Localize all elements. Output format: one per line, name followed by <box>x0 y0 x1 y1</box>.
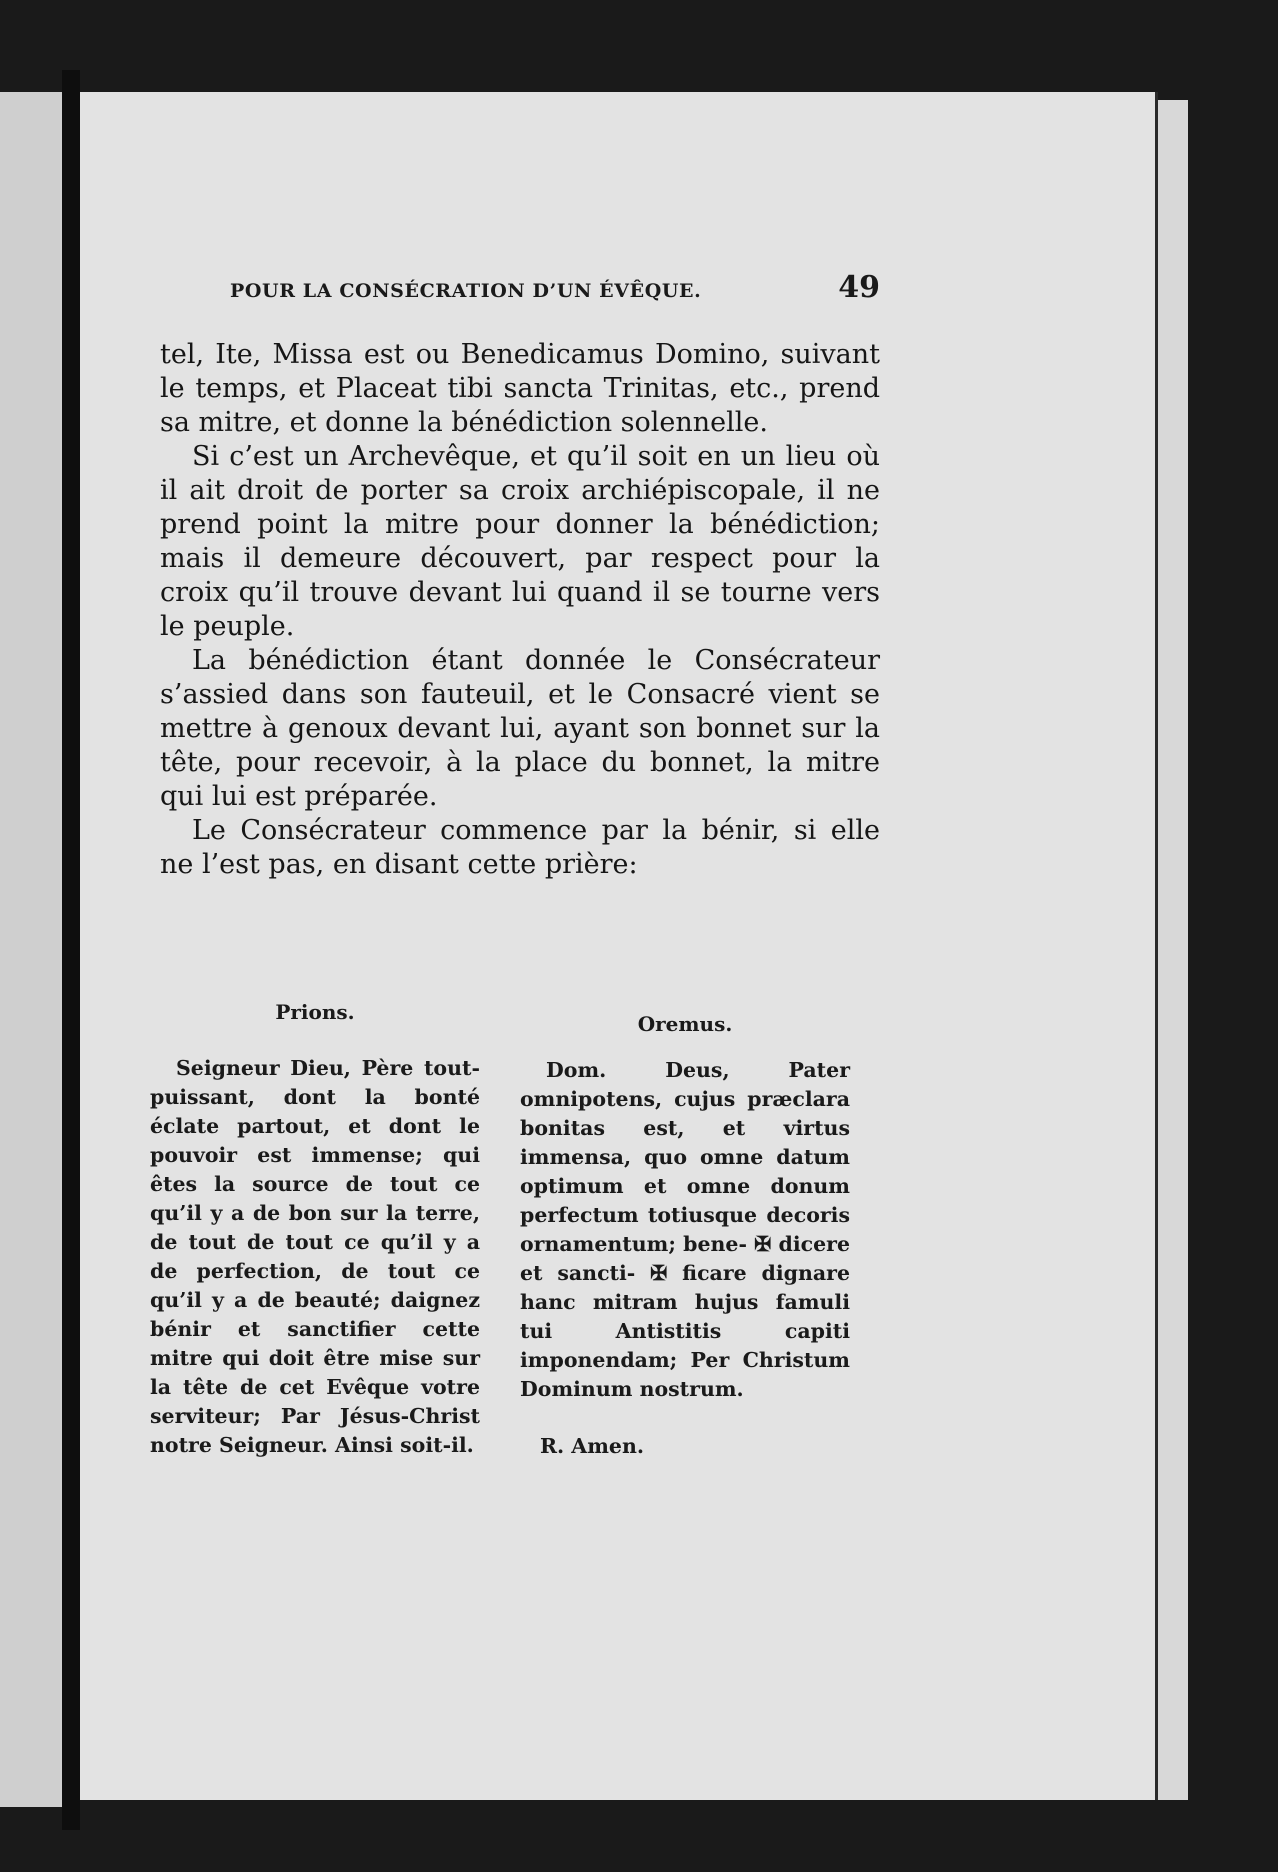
paragraph: Si c’est un Archevêque, et qu’il soit en un lieu où il ait droit de porter sa croix archiépiscopale, il ne prend point la mitre pour donner la bénédiction; mais il demeure découvert, par respect pour la croix qu’il trouve devant lui quand il se tourne vers le peuple. <box>160 441 880 642</box>
paragraph: tel, Ite, Missa est ou Benedicamus Domino, suivant le temps, et Placeat tibi sancta Trinitas, etc., prend sa mitre, et donne la bénédiction solennelle. <box>160 339 880 438</box>
running-title: POUR LA CONSÉCRATION D’UN ÉVÊQUE. <box>230 280 702 302</box>
running-header <box>230 270 880 320</box>
latin-prayer-column <box>520 1000 850 1458</box>
latin-prayer-heading: Oremus. <box>637 1012 733 1036</box>
page-number: 49 <box>838 270 880 305</box>
french-prayer-text: Seigneur Dieu, Père tout-puissant, dont la bonté éclate partout, et dont le pouvoir est immense; qui êtes la source de tout ce qu’il y a de bon sur la terre, de tout de tout ce qu’il y a de perfection, de tout ce qu’il y a de beauté; daignez bénir et sanctifier cette mitre qui doit être mise sur la tête de cet Evêque votre serviteur; Par Jésus-Christ notre Seigneur. Ainsi soit-il. <box>150 1056 480 1457</box>
paragraph: Le Consécrateur commence par la bénir, si elle ne l’est pas, en disant cette prière: <box>160 815 880 880</box>
paragraph: La bénédiction étant donnée le Consécrateur s’assied dans son fauteuil, et le Consacré vient se mettre à genoux devant lui, ayant son bonnet sur la tête, pour recevoir, à la place du bonnet, la mitre qui lui est préparée. <box>160 645 880 812</box>
prayer-columns <box>150 1000 890 1550</box>
french-prayer-heading: Prions. <box>275 1000 355 1024</box>
page-edge <box>1158 100 1188 1800</box>
latin-prayer-text: Dom. Deus, Pater omnipotens, cujus præclara bonitas est, et virtus immensa, quo omne datum optimum et omne donum perfectum totiusque decoris ornamentum; bene- ✠ dicere et sancti- ✠ ficare dignare hanc mitram hujus famuli tui Antistitis capiti imponendam; Per Christum Dominum nostrum. <box>520 1058 850 1401</box>
main-text <box>160 338 880 882</box>
latin-response: R. Amen. <box>540 1434 644 1458</box>
book-gutter <box>62 70 80 1830</box>
facing-page-edge <box>0 92 70 1807</box>
french-prayer-column <box>150 1000 480 1460</box>
